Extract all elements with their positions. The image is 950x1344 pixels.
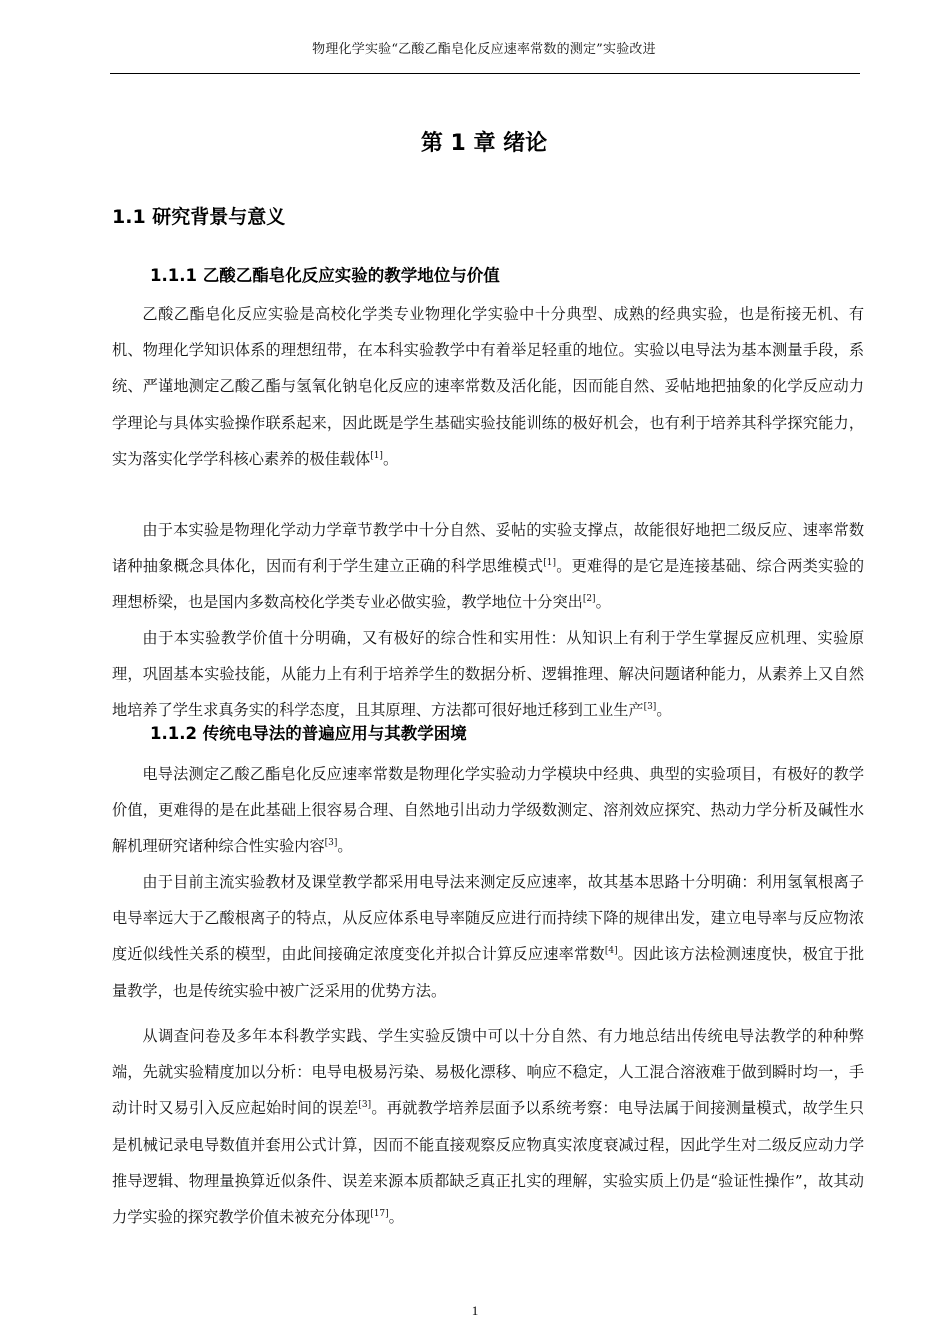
paragraph [112,1018,864,1235]
paragraph [112,296,864,477]
citation: [4] [604,946,618,957]
citation: [3] [643,702,657,713]
paragraph-text: 。 [595,593,611,612]
paragraph-text: 由于本实验教学价值十分明确，又有极好的综合性和实用性：从知识上有利于学生掌握反应机理、实验原理，巩固基本实验技能，从能力上有利于培养学生的数据分析、逻辑推理、解决问题诸种能力，从素养上又自然地培养了学生求真务实的科学态度，且其原理、方法都可很好地迁移到工业生产 [112,629,864,720]
paragraph-text: 电导法测定乙酸乙酯皂化反应速率常数是物理化学实验动力学模块中经典、典型的实验项目，有极好的教学价值，更难得的是在此基础上很容易合理、自然地引出动力学级数测定、溶剂效应探究、热动力学分析及碱性水解机理研究诸种综合性实验内容 [112,765,864,856]
citation: [2] [582,594,596,605]
paragraph-text: 。再就教学培养层面予以系统考察：电导法属于间接测量模式，故学生只是机械记录电导数值并套用公式计算，因而不能直接观察反应物真实浓度衰减过程，因此学生对二级反应动力学推导逻辑、物理量换算近似条件、误差来源本质都缺乏真正扎实的理解，实验实质上仍是“验证性操作”，故其动力学实验的探究教学价值未被充分体现 [112,1099,865,1227]
section-heading-1-1: 1.1 研究背景与意义 [112,206,286,228]
citation: [1] [370,450,383,461]
chapter-title: 第 1 章 绪论 [420,131,548,156]
paragraph-text: 乙酸乙酯皂化反应实验是高校化学类专业物理化学实验中十分典型、成熟的经典实验，也是衔接无机、有机、物理化学知识体系的理想纽带，在本科实验教学中有着举足轻重的地位。实验以电导法为基本测量手段，系统、严谨地测定乙酸乙酯与氢氧化钠皂化反应的速率常数及活化能，因而能自然、妥帖地把抽象的化学反应动力学理论与具体实验操作联系起来，因此既是学生基础实验技能训练的极好机会，也有利于培养其科学探究能力，实为落实化学学科核心素养的极佳载体 [112,305,864,468]
paragraph-text: 。更难得的是它是连接基础、综合两类实验的理想桥梁，也是国内多数高校化学类专业必做实验，教学地位十分突出 [112,557,865,612]
paragraph-text: 。因此该方法检测速度快，极宜于批量教学，也是传统实验中被广泛采用的优势方法。 [112,945,865,1000]
paragraph-text: 。 [388,1208,404,1227]
paragraph [112,512,864,621]
citation: [17] [370,1208,389,1219]
citation: [3] [358,1100,372,1111]
running-header: 物理化学实验“乙酸乙酯皂化反应速率常数的测定”实验改进 [312,42,656,57]
paragraph-text: 。 [382,449,399,468]
paragraph-text: 。 [656,701,672,720]
section-heading-1-1-1: 1.1.1 乙酸乙酯皂化反应实验的教学地位与价值 [150,266,500,285]
paragraph-text: 由于目前主流实验教材及课堂教学都采用电导法来测定反应速率，故其基本思路十分明确：利用氢氧根离子电导率远大于乙酸根离子的特点，从反应体系电导率随反应进行而持续下降的规律出发，建立电导率与反应物浓度近似线性关系的模型，由此间接确定浓度变化并拟合计算反应速率常数 [112,873,864,964]
paragraph-text: 从调查问卷及多年本科教学实践、学生实验反馈中可以十分自然、有力地总结出传统电导法教学的种种弊端，先就实验精度加以分析：电导电极易污染、易极化漂移、响应不稳定，人工混合溶液难于做到瞬时均一，手动计时又易引入反应起始时间的误差 [112,1027,864,1118]
paragraph [112,864,864,1009]
header-rule [110,73,860,74]
paragraph [112,620,864,729]
citation: [1] [543,558,556,569]
page-number: 1 [471,1303,479,1318]
paragraph-text: 由于本实验是物理化学动力学章节教学中十分自然、妥帖的实验支撑点，故能很好地把二级反应、速率常数诸种抽象概念具体化，因而有利于学生建立正确的科学思维模式 [112,521,864,576]
citation: [3] [324,838,338,849]
section-heading-1-1-2: 1.1.2 传统电导法的普遍应用与其教学困境 [150,724,467,743]
paragraph [112,756,864,865]
paragraph-text: 。 [337,837,353,856]
